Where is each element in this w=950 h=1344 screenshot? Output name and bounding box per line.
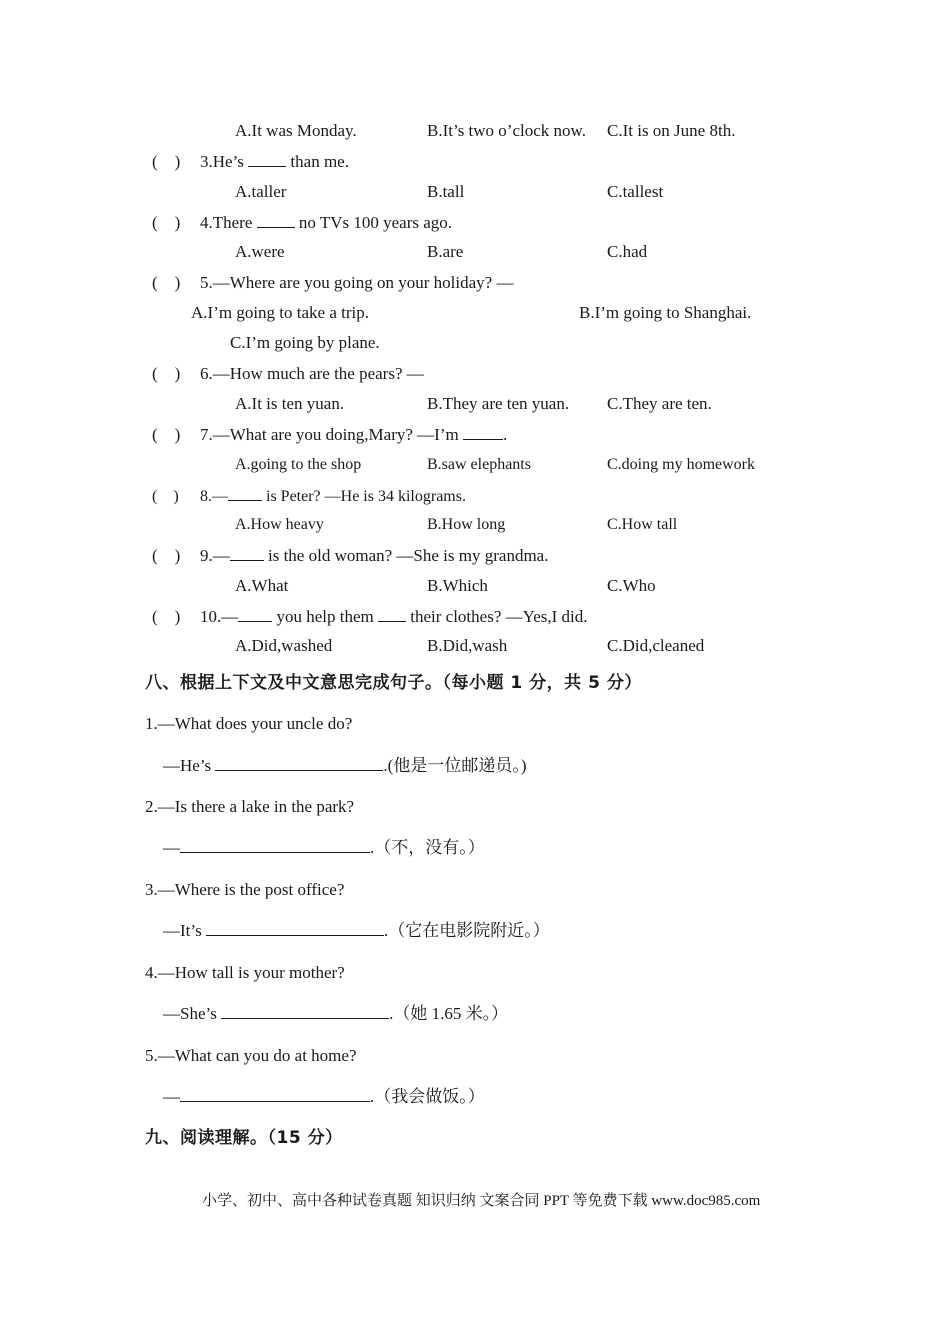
answer-blank[interactable] bbox=[463, 424, 503, 440]
q5-option-c: C.I’m going by plane. bbox=[230, 333, 380, 352]
q7-option-b: B.saw elephants bbox=[427, 456, 531, 473]
s8-question-1: 1.—What does your uncle do? bbox=[145, 714, 353, 733]
s8-answer-line-2: — .（不，没有。） bbox=[163, 838, 485, 857]
q6-stem: ( ) 6.—How much are the pears? — bbox=[152, 364, 424, 383]
section-8-title: 八、根据上下文及中文意思完成句子。（每小题 1 分，共 5 分） bbox=[145, 673, 642, 693]
q4-stem: ( ) 4.There no TVs 100 years ago. bbox=[152, 213, 453, 232]
answer-paren[interactable]: ( ) bbox=[152, 488, 179, 505]
q9-option-b: B.Which bbox=[427, 576, 488, 595]
s8-answer-line-3: —It’s .（它在电影院附近。） bbox=[163, 921, 550, 940]
q9-option-a: A.What bbox=[235, 576, 289, 595]
q10-option-c: C.Did,cleaned bbox=[607, 636, 705, 655]
s8-question-3: 3.—Where is the post office? bbox=[145, 880, 345, 899]
q8-option-b: B.How long bbox=[427, 516, 506, 533]
q3-stem: ( ) 3.He’s than me. bbox=[152, 152, 349, 171]
q8-option-c: C.How tall bbox=[607, 516, 678, 533]
q8-stem: ( ) 8.— is Peter? —He is 34 kilograms. bbox=[152, 485, 466, 508]
q5-option-b: B.I’m going to Shanghai. bbox=[579, 303, 752, 322]
s8-question-4: 4.—How tall is your mother? bbox=[145, 963, 345, 982]
q6-option-a: A.It is ten yuan. bbox=[235, 394, 345, 413]
q7-option-a: A.going to the shop bbox=[235, 456, 362, 473]
s8-answer-line-5: — .（我会做饭。） bbox=[163, 1087, 485, 1106]
answer-paren[interactable]: ( ) bbox=[152, 152, 181, 171]
answer-blank[interactable] bbox=[238, 606, 272, 622]
q5-option-a: A.I’m going to take a trip. bbox=[191, 303, 369, 322]
s8-question-5: 5.—What can you do at home? bbox=[145, 1046, 357, 1065]
q6-option-b: B.They are ten yuan. bbox=[427, 394, 570, 413]
answer-blank[interactable] bbox=[230, 545, 264, 561]
answer-blank[interactable] bbox=[248, 151, 286, 167]
answer-paren[interactable]: ( ) bbox=[152, 364, 181, 383]
q10-option-b: B.Did,wash bbox=[427, 636, 508, 655]
q9-stem: ( ) 9.— is the old woman? —She is my grandma. bbox=[152, 546, 549, 565]
q7-option-c: C.doing my homework bbox=[607, 456, 755, 473]
section-9-title: 九、阅读理解。（15 分） bbox=[145, 1128, 343, 1148]
answer-paren[interactable]: ( ) bbox=[152, 425, 181, 444]
answer-paren[interactable]: ( ) bbox=[152, 546, 181, 565]
q9-option-c: C.Who bbox=[607, 576, 656, 595]
answer-blank[interactable] bbox=[180, 1086, 370, 1102]
q10-option-a: A.Did,washed bbox=[235, 636, 333, 655]
answer-blank[interactable] bbox=[228, 485, 262, 501]
s8-answer-line-4: —She’s .（她 1.65 米。） bbox=[163, 1004, 509, 1023]
q5-stem: ( ) 5.—Where are you going on your holiday? — bbox=[152, 273, 514, 292]
page-footer: 小学、初中、高中各种试卷真题 知识归纳 文案合同 PPT 等免费下载 www.doc985.com bbox=[202, 1193, 761, 1209]
q3-option-c: C.tallest bbox=[607, 182, 664, 201]
s8-answer-line-1: —He’s .(他是一位邮递员。) bbox=[163, 756, 527, 775]
answer-blank[interactable] bbox=[257, 212, 295, 228]
answer-blank[interactable] bbox=[221, 1003, 389, 1019]
q6-option-c: C.They are ten. bbox=[607, 394, 712, 413]
q8-option-a: A.How heavy bbox=[235, 516, 324, 533]
answer-paren[interactable]: ( ) bbox=[152, 273, 181, 292]
answer-blank[interactable] bbox=[215, 755, 383, 771]
answer-paren[interactable]: ( ) bbox=[152, 213, 181, 232]
q4-option-c: C.had bbox=[607, 242, 648, 261]
q10-stem: ( ) 10.— you help them their clothes? —Yes,I did. bbox=[152, 607, 588, 626]
answer-blank[interactable] bbox=[378, 606, 406, 622]
answer-paren[interactable]: ( ) bbox=[152, 607, 181, 626]
q4-option-a: A.were bbox=[235, 242, 285, 261]
s8-question-2: 2.—Is there a lake in the park? bbox=[145, 797, 355, 816]
q2-option-c: C.It is on June 8th. bbox=[607, 121, 736, 140]
q4-option-b: B.are bbox=[427, 242, 464, 261]
answer-blank[interactable] bbox=[180, 837, 370, 853]
q3-option-a: A.taller bbox=[235, 182, 287, 201]
answer-blank[interactable] bbox=[206, 920, 384, 936]
q2-option-a: A.It was Monday. bbox=[235, 121, 357, 140]
q3-option-b: B.tall bbox=[427, 182, 465, 201]
q2-option-b: B.It’s two o’clock now. bbox=[427, 121, 586, 140]
q7-stem: ( ) 7.—What are you doing,Mary? —I’m . bbox=[152, 425, 508, 444]
